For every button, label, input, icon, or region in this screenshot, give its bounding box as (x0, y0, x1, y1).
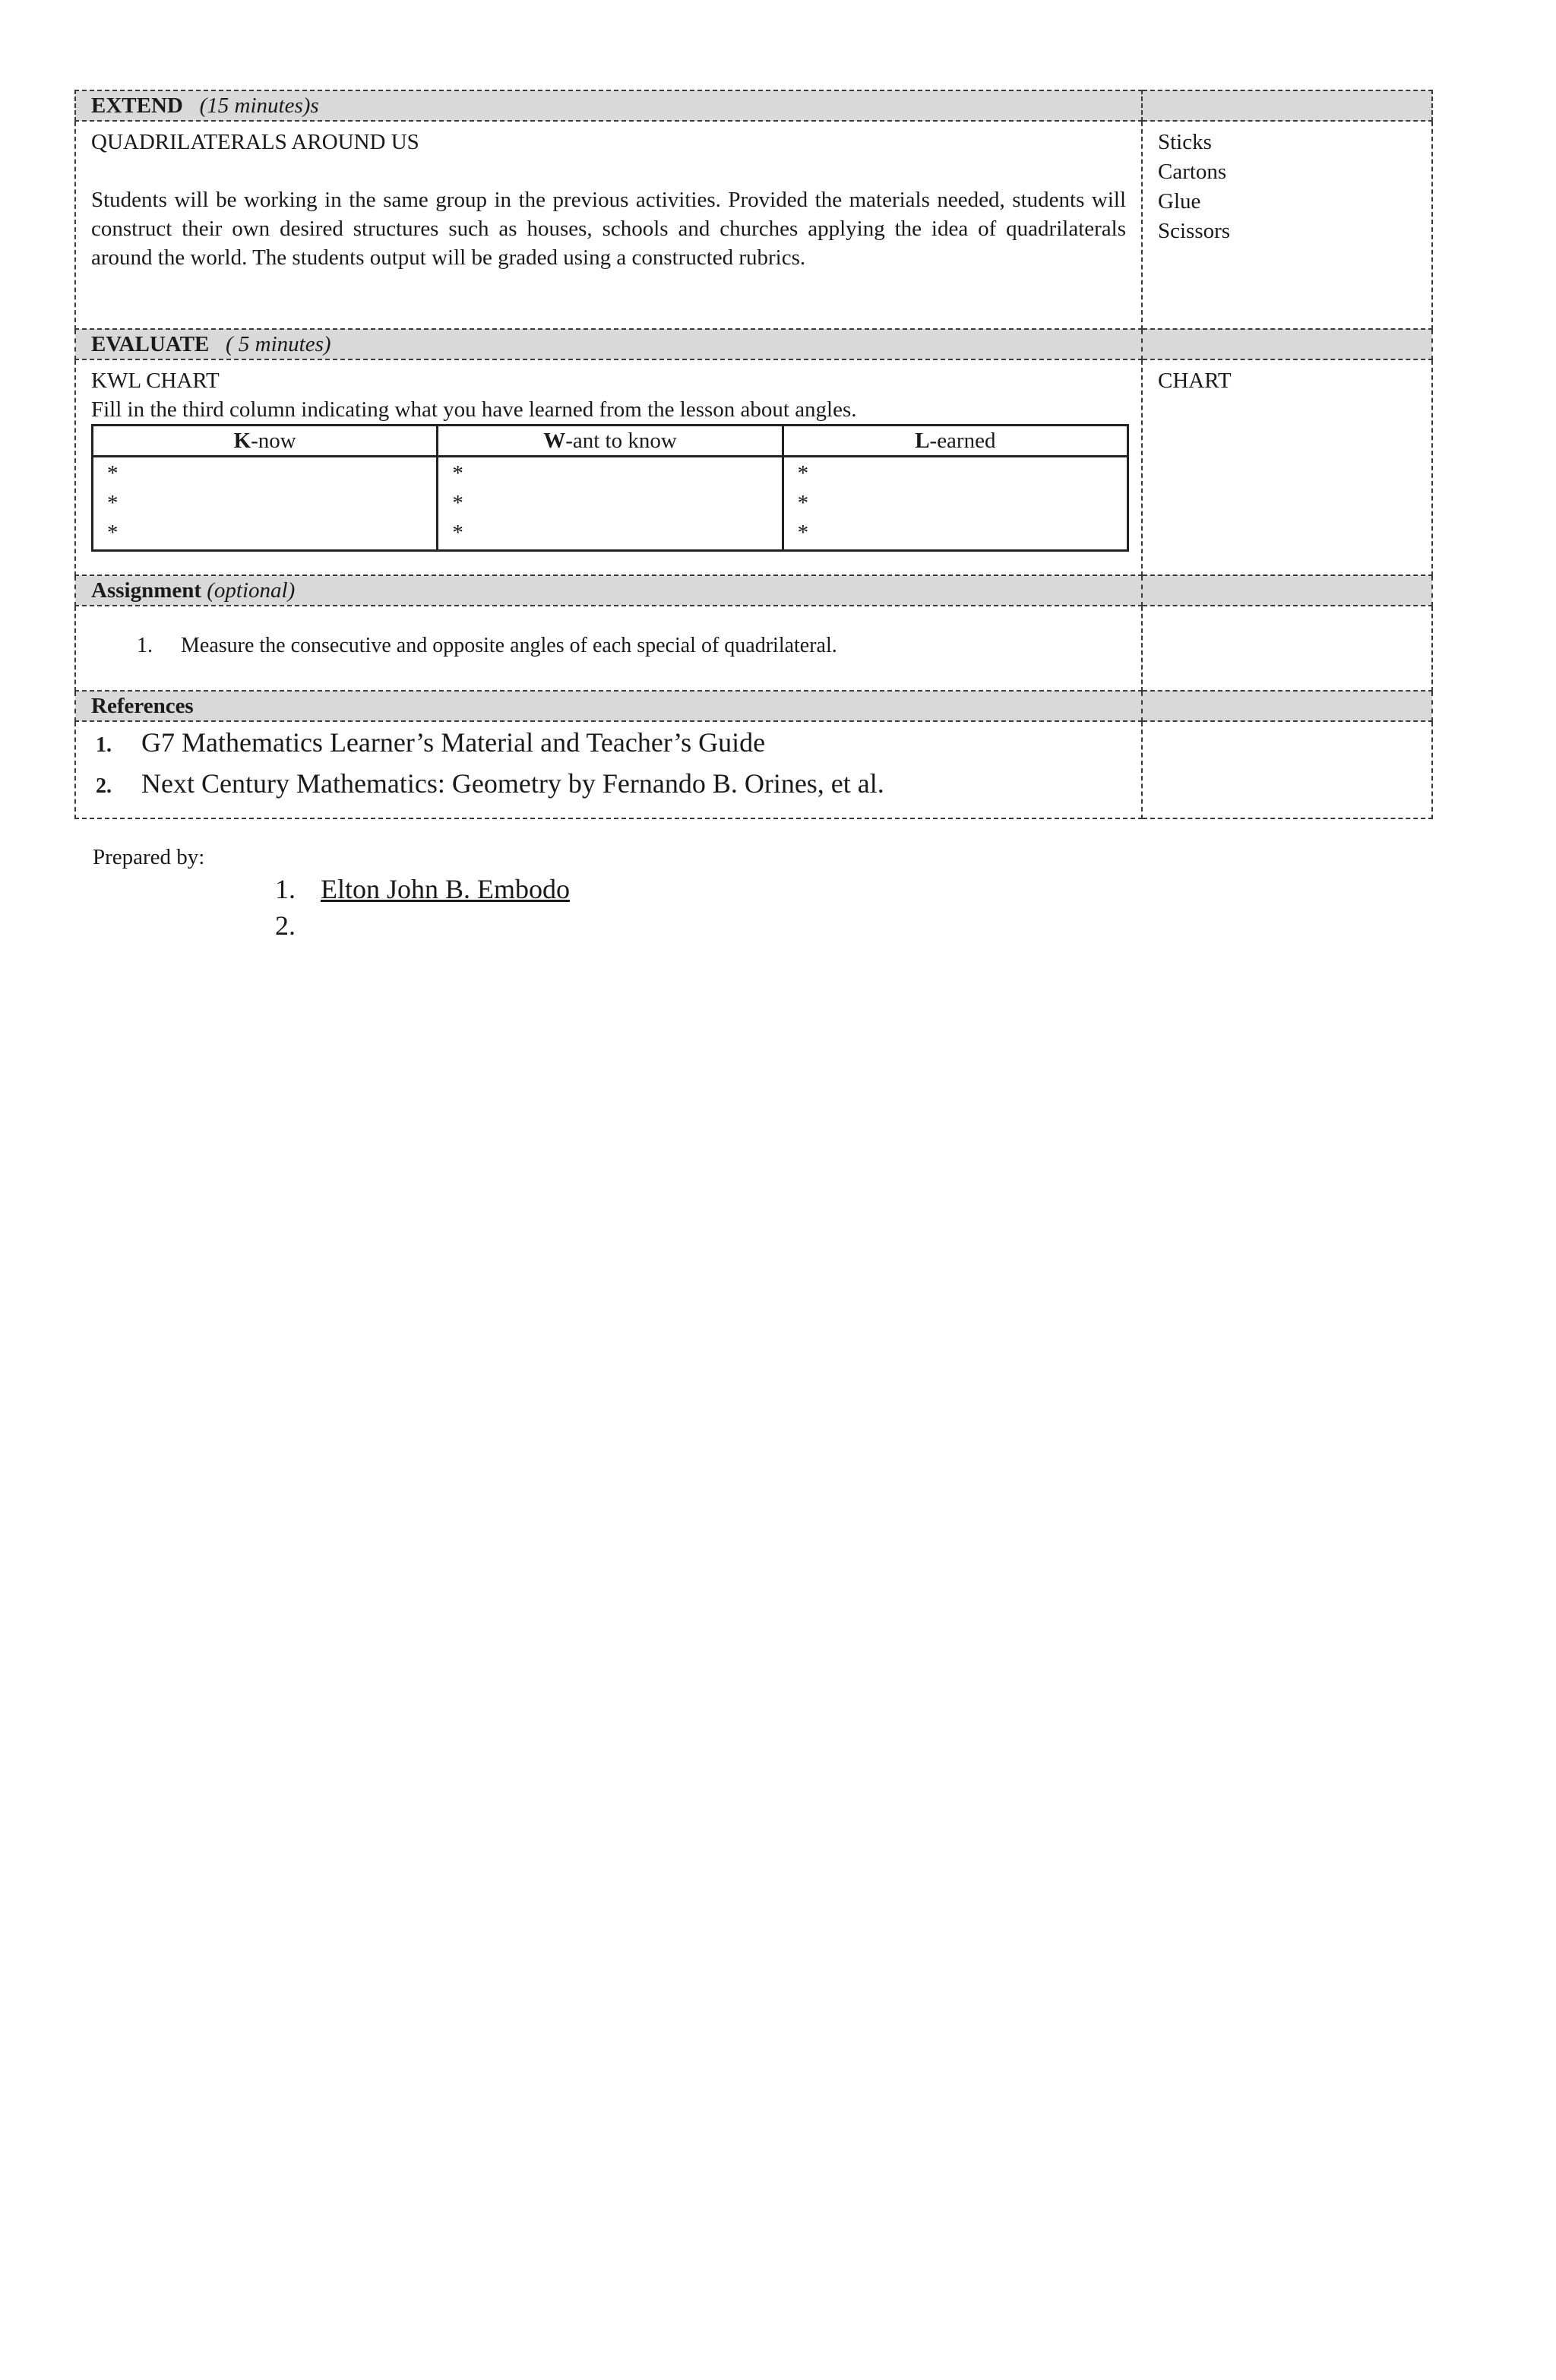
evaluate-header-side (1142, 329, 1432, 359)
preparers-list (275, 871, 570, 944)
assignment-title: Assignment (91, 578, 202, 603)
assignment-header-row (75, 575, 1432, 606)
assignment-side (1142, 606, 1432, 691)
extend-header (75, 90, 1142, 121)
extend-materials (1142, 121, 1432, 329)
extend-header-side (1142, 90, 1432, 121)
list-item: 1. Elton John B. Embodo (275, 874, 571, 904)
evaluate-header (75, 329, 1142, 359)
extend-body (75, 121, 1142, 329)
extend-duration: (15 minutes)s (199, 93, 319, 118)
material-item: Scissors (1158, 219, 1231, 243)
extend-description: Students will be working in the same group in the previous activities. Provided the materials needed, students will construct their own desired structures such as houses, schools and churches applying the idea of quadrilaterals around the world. The students output will be graded using a constructed rubrics. (91, 188, 1126, 270)
list-item: 1. G7 Mathematics Learner’s Material and Teacher’s Guide (96, 727, 766, 758)
list-item: 2. (275, 910, 296, 941)
kwl-header-want: W-ant to know (438, 426, 783, 457)
references-body (75, 721, 1142, 818)
prepared-by-label: Prepared by: (93, 845, 205, 869)
evaluate-activity-title: KWL CHART (91, 369, 220, 393)
extend-activity-title: QUADRILATERALS AROUND US (91, 130, 419, 154)
extend-header-row (75, 90, 1432, 121)
evaluate-title: EVALUATE (91, 332, 210, 356)
material-item: Sticks (1158, 130, 1212, 154)
list-item: 1. Measure the consecutive and opposite angles of each special of quadrilateral. (137, 634, 837, 657)
material-item: Glue (1158, 189, 1201, 214)
evaluate-header-row (75, 329, 1432, 359)
material-item: Cartons (1158, 160, 1227, 184)
references-header (75, 691, 1142, 721)
references-side (1142, 721, 1432, 818)
material-item: CHART (1158, 369, 1232, 393)
assignment-note: (optional) (207, 578, 296, 603)
list-item: 2. Next Century Mathematics: Geometry by Fernando B. Orines, et al. (96, 768, 884, 799)
kwl-learned-cell[interactable]: * * * (783, 457, 1127, 551)
evaluate-instruction: Fill in the third column indicating what you have learned from the lesson about angles. (91, 397, 857, 422)
extend-body-row (75, 121, 1432, 329)
kwl-know-cell[interactable]: * * * (93, 457, 438, 551)
assignment-header (75, 575, 1142, 606)
kwl-body-row (93, 457, 1128, 551)
references-title: References (91, 694, 194, 718)
assignment-body-row (75, 606, 1432, 691)
kwl-want-cell[interactable]: * * * (438, 457, 783, 551)
evaluate-materials (1142, 359, 1432, 575)
evaluate-body-row (75, 359, 1432, 575)
extend-title: EXTEND (91, 93, 183, 118)
references-header-row (75, 691, 1432, 721)
kwl-table (91, 424, 1129, 552)
assignment-body (75, 606, 1142, 691)
assignment-header-side (1142, 575, 1432, 606)
kwl-header-learned: L-earned (783, 426, 1127, 457)
evaluate-body (75, 359, 1142, 575)
evaluate-duration: ( 5 minutes) (226, 332, 331, 356)
kwl-header-know: K-now (93, 426, 438, 457)
references-header-side (1142, 691, 1432, 721)
references-body-row (75, 721, 1432, 818)
lesson-plan-table (74, 90, 1433, 819)
kwl-header-row (93, 426, 1128, 457)
